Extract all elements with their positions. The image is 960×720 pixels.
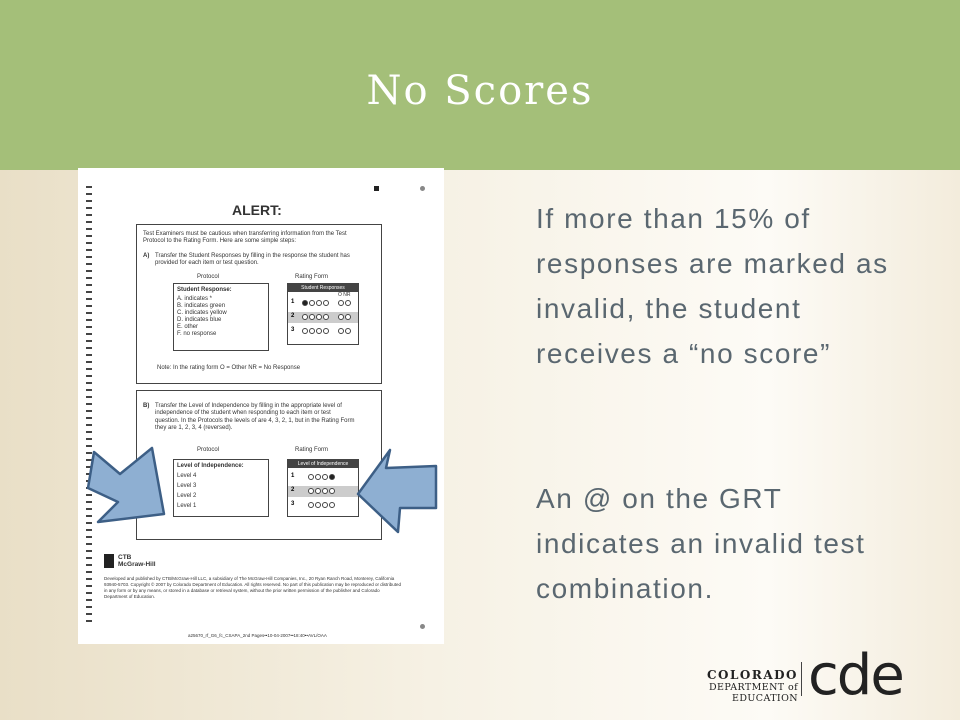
alert-heading: ALERT:	[232, 202, 282, 218]
level-of-independence-panel	[173, 459, 269, 517]
bubble	[338, 328, 344, 334]
grid-row	[288, 326, 358, 337]
bubble	[302, 300, 308, 306]
registration-dot	[420, 186, 425, 191]
registration-dot	[420, 624, 425, 629]
grid-row	[288, 472, 358, 483]
grid-row	[288, 298, 358, 309]
loi-label: Level of Independence:	[177, 463, 244, 469]
response-option: E. other	[177, 324, 199, 330]
bubble	[345, 328, 351, 334]
bubble	[323, 328, 329, 334]
protocol-label: Protocol	[197, 447, 220, 453]
registration-mark	[374, 186, 379, 191]
row-number: 2	[291, 313, 295, 319]
bubble	[308, 502, 314, 508]
bubble	[315, 474, 321, 480]
level-option: Level 2	[177, 493, 197, 499]
logo-line-1: COLORADO	[706, 668, 798, 682]
level-option: Level 3	[177, 483, 197, 489]
publisher-brand: CTB	[118, 554, 132, 561]
response-option: A. indicates *	[177, 296, 213, 302]
scanned-rating-form	[78, 168, 444, 644]
logo-divider	[801, 662, 802, 696]
left-pointing-arrow-icon	[356, 446, 440, 538]
bubble	[322, 474, 328, 480]
grid-caption: Level of Independence	[288, 460, 358, 468]
bubble	[329, 502, 335, 508]
bubble	[309, 328, 315, 334]
response-option: D. indicates blue	[177, 317, 222, 323]
publisher-fine-print: Developed and published by CTB/McGraw-Hill LLC, a subsidiary of The McGraw-Hill Companies, Inc., 20 Ryan Ranch Road, Monterey, California 93940-5703. Copyright © 2007 by Colorado Department of Education. All rights reserved. No part of this publication may be reproduced or distributed in any form or by any means, or stored in a database or retrieval system, without the prior written permission of the publisher and Colorado Department of Education.	[104, 576, 401, 599]
bubble	[323, 300, 329, 306]
bubble	[323, 314, 329, 320]
level-of-independence-grid	[287, 459, 359, 517]
rating-form-label: Rating Form	[295, 274, 329, 280]
title-bar	[0, 0, 960, 170]
slide-title: No Scores	[366, 68, 594, 114]
student-responses-grid	[287, 283, 359, 345]
cde-logo-mark: cde	[808, 643, 903, 708]
grid-row	[288, 500, 358, 511]
right-pointing-arrow-icon	[86, 444, 166, 540]
bullet-no-score: If more than 15% of responses are marked as invalid, the student receives a “no score”	[536, 203, 889, 369]
grid-row	[288, 312, 358, 323]
publisher-brand: McGraw-Hill	[118, 561, 156, 568]
row-number: 3	[291, 501, 295, 507]
footer-code: a25670_rf_G6_fc_CSAPA_2nd Pages••10-04-2007••18:40••AVL/OAA	[188, 633, 327, 638]
rating-form-label: Rating Form	[295, 447, 329, 453]
student-response-panel	[173, 283, 269, 351]
step-letter: A)	[143, 253, 150, 259]
instruction-box-a	[136, 224, 382, 384]
bubble	[309, 300, 315, 306]
bubble	[329, 488, 335, 494]
bubble	[322, 502, 328, 508]
bubble	[308, 474, 314, 480]
box-a-step-text: Transfer the Student Responses by filling in the response the student has provided for each item or test question.	[155, 253, 350, 267]
ctb-logo-mark	[104, 554, 114, 568]
bubble	[322, 488, 328, 494]
response-option: B. indicates green	[177, 303, 226, 309]
response-option: F. no response	[177, 331, 217, 337]
slide-body	[536, 196, 916, 604]
response-option: C. indicates yellow	[177, 310, 227, 316]
bubble	[309, 314, 315, 320]
bubble	[345, 314, 351, 320]
logo-line-2: DEPARTMENT of EDUCATION	[708, 682, 798, 704]
bubble	[338, 300, 344, 306]
bubble	[302, 314, 308, 320]
step-letter: B)	[143, 403, 150, 409]
row-number: 3	[291, 327, 295, 333]
grid-row	[288, 486, 358, 497]
bubble	[302, 328, 308, 334]
bullet-invalid-combination: An @ on the GRT indicates an invalid test combination.	[536, 483, 866, 604]
bubble	[316, 300, 322, 306]
bubble	[338, 314, 344, 320]
binder-holes	[86, 186, 92, 626]
bubble	[316, 328, 322, 334]
level-option: Level 1	[177, 503, 197, 509]
protocol-label: Protocol	[197, 274, 220, 280]
cde-logo-text	[652, 668, 798, 704]
row-number: 2	[291, 487, 295, 493]
bubble	[345, 300, 351, 306]
bubble	[329, 474, 335, 480]
level-option: Level 4	[177, 473, 197, 479]
row-number: 1	[291, 473, 295, 479]
bubble	[308, 488, 314, 494]
instruction-box-b	[136, 390, 382, 540]
bubble	[316, 314, 322, 320]
box-a-intro: Test Examiners must be cautious when transferring information from the Test Protocol to the Rating Form. Here are some simple steps:	[143, 231, 347, 245]
grid-col-labels: O NR	[338, 292, 351, 298]
bubble	[315, 488, 321, 494]
rating-form-note: Note: In the rating form O = Other NR = No Response	[157, 365, 301, 371]
box-b-step-text: Transfer the Level of Independence by filling in the appropriate level of independence of the student when responding to each item or test question. In the Protocols the levels of are 4, 3, 2, 1, but in the Rating Form they are 1, 2, 3, 4 (reversed).	[155, 403, 355, 432]
grid-caption: Student Responses	[288, 284, 358, 292]
bubble	[315, 502, 321, 508]
row-number: 1	[291, 299, 295, 305]
student-response-label: Student Response:	[177, 287, 232, 293]
